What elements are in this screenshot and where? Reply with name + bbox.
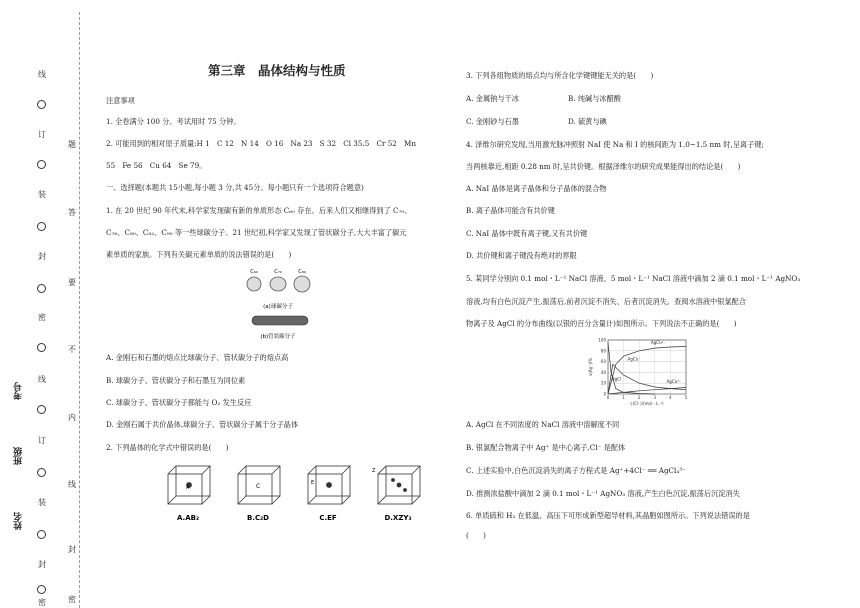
binding-char: 答 [68,208,76,217]
section-heading: 一、选择题(本题共 15小题,每小题 3 分,共 45分。每小题只有一个选项符合题意) [106,183,364,192]
question-5-option-d: D. 推测浓盐酸中滴加 2 滴 0.1 mol・L⁻¹ AgNO₃ 溶液,产生白色沉淀,振荡后沉淀消失 [466,489,740,498]
question-3-option-d: D. 硫黄与碘 [568,117,607,126]
carbon-molecule-figure [246,264,316,346]
question-1-stem: 素单质的家族。下列有关碳元素单质的说法错误的是( ) [106,250,292,259]
question-5-stem: 物离子及 AgCl 的分布曲线(以银的百分含量计)如图所示。下列说法不正确的是( ) [466,319,737,328]
c70-ball [270,277,286,291]
x-tick-label: 3 [653,395,657,400]
question-1-option-b: B. 球碳分子、管状碳分子和石墨互为同位素 [106,376,246,385]
y-tick-label: 0 [603,391,606,397]
x-tick-label: 0 [606,395,610,400]
question-5-stem: 溶液,均有白色沉淀产生,振荡后,前者沉淀不消失、后者沉淀消失。查阅水溶液中银氯配合 [466,297,746,306]
x-tick-label: 1 [622,395,625,400]
cell-c [308,466,350,504]
exam-id-label: 考号 [14,382,24,400]
y-tick-label: 60 [600,359,606,365]
question-1-stem: 1. 在 20 世纪 90 年代末,科学家发现碳有新的单质形态 C₆₀ 存在。后来人们又相继得到了 C₇₀、 [106,206,412,215]
question-5-option-c: C. 上述实验中,白色沉淀消失的离子方程式是 Ag⁺+4Cl⁻ ══ AgCl₄³⁻ [466,466,686,475]
c60-ball [247,277,261,291]
note-line: 1. 全卷满分 100 分。考试用时 75 分钟。 [106,117,241,126]
question-6-stem: 6. 单质硫和 H₂ 在低温、高压下可形成新型超导材料,其晶胞如图所示。下列说法错误的是 [466,511,750,520]
question-4-option-d: D. 共价键和离子键没有绝对的界限 [466,251,577,260]
binding-hole [37,585,46,594]
binding-hole [37,100,46,109]
series-label: AgCl₄³⁻ [666,379,681,385]
fig-label-c60: C₆₀ [250,269,258,275]
binding-char: 不 [68,345,76,354]
cell-b-atom: C [256,483,261,490]
class-label: 班级 [14,447,24,465]
binding-char: 密 [68,595,76,604]
binding-char: 要 [68,278,76,287]
binding-hole [37,160,46,169]
binding-char: 封 [68,545,76,554]
notice-heading: 注意事项 [106,96,135,105]
question-4-option-a: A. NaI 晶体是离子晶体和分子晶体的混合物 [466,184,607,193]
cell-a-atom: A [186,485,190,491]
cell-c-label: C.EF [319,514,337,522]
question-4-stem: 4. 泽维尔研究发现,当用激光脉冲照射 NaI 使 Na 和 I 的核间距为 1.0~1.5 nm 时,呈离子键; [466,140,764,149]
y-tick-label: 80 [600,348,606,354]
binding-char: 装 [38,190,46,199]
question-5-stem: 5. 某同学分别向 0.1 mol・L⁻¹ NaCl 溶液、5 mol・L⁻¹ NaCl 溶液中滴加 2 滴 0.1 mol・L⁻¹ AgNO₃ [466,274,801,283]
question-3-option-b: B. 纯碱与冰醋酸 [568,94,621,103]
question-1-option-a: A. 金刚石和石墨的熔点比球碳分子、管状碳分子的熔点高 [106,353,289,362]
x-axis-label: c(Cl⁻)/(mol・L⁻¹) [630,401,664,406]
question-3-stem: 3. 下列各组物质的熔点均与所含化学键键能无关的是( ) [466,71,654,80]
binding-char: 订 [38,436,46,445]
binding-char: 线 [38,70,46,79]
fig-caption-b: (b)管状碳分子 [260,334,296,340]
binding-hole [37,405,46,414]
series-label: AgCl₂⁻ [627,356,641,362]
binding-hole [37,468,46,477]
note-line: 2. 可能用到的相对原子质量:H 1 C 12 N 14 O 16 Na 23 S 32 Cl 35.5 Cr 52 Mn [106,139,417,148]
binding-char: 装 [38,498,46,507]
cell-b-label: B.C₂D [246,514,270,522]
question-5-option-a: A. AgCl 在不同浓度的 NaCl 溶液中溶解度不同 [466,420,620,429]
question-6-stem: ( ) [466,531,486,540]
page-title: 第三章 晶体结构与性质 [208,63,346,78]
y-tick-label: 100 [598,337,606,343]
cell-a-label: A.AB₂ [176,514,200,522]
question-5-option-b: B. 银氯配合物离子中 Ag⁺ 是中心离子,Cl⁻ 是配体 [466,443,626,452]
binding-hole [37,530,46,539]
cell-d-atom: Z [372,468,376,474]
cut-line [79,12,80,608]
binding-char: 密 [38,598,46,607]
name-label: 姓名 [14,512,24,530]
y-tick-label: 20 [600,380,606,386]
x-tick-label: 2 [637,395,641,400]
question-1-option-d: D. 金刚石属于共价晶体,球碳分子、管状碳分子属于分子晶体 [106,420,299,429]
cell-c-atom: E [311,480,315,486]
plot-frame [608,340,686,394]
question-3-option-a: A. 金属钠与干冰 [466,94,519,103]
binding-char: 线 [38,375,46,384]
question-4-option-c: C. NaI 晶体中既有离子键,又有共价键 [466,229,588,238]
series-line [608,347,686,395]
question-1-stem: C₇₆、C₈₀、C₈₂、C₉₀ 等一些球碳分子。21 世纪初,科学家又发现了管状碳分子,大大丰富了碳元 [106,228,407,237]
x-tick-label: 5 [684,395,688,400]
series-label: AgCl [611,376,622,382]
y-axis-label: x(Ag⁺)/% [588,357,593,377]
binding-char: 封 [38,252,46,261]
cell-d [378,466,420,504]
c80-ball [294,276,310,292]
fig-caption-a: (a)球碳分子 [263,304,293,310]
question-4-option-b: B. 离子晶体可能含有共价键 [466,206,555,215]
fig-label-c70: C₇₀ [274,269,282,275]
y-tick-label: 40 [600,369,606,375]
silver-chloride-distribution-chart [586,334,696,414]
binding-char: 密 [38,313,46,322]
binding-char: 题 [68,140,76,149]
binding-char: 内 [68,413,76,422]
cell-d-label: D.XZY₃ [384,514,412,522]
fig-label-c80: C₈₀ [298,269,306,275]
question-1-option-c: C. 球碳分子、管状碳分子都能与 O₂ 发生反应 [106,398,252,407]
binding-char: 线 [68,480,76,489]
nanotube [252,316,308,325]
binding-margin [0,0,80,608]
series-label: AgCl₃²⁻ [650,339,666,345]
question-3-option-c: C. 金刚砂与石墨 [466,117,519,126]
binding-char: 封 [38,560,46,569]
question-2-stem: 2. 下列晶体的化学式中错误的是( ) [106,443,229,452]
binding-hole [37,222,46,231]
binding-hole [37,284,46,293]
binding-hole [37,343,46,352]
crystal-cells-figure [162,462,442,526]
x-tick-label: 4 [669,395,672,400]
binding-char: 订 [38,130,46,139]
note-line: 55 Fe 56 Cu 64 Se 79。 [106,161,207,170]
question-4-stem: 当两核靠近,相距 0.28 nm 时,呈共价键。根据泽维尔的研究成果能得出的结论是( ) [466,162,741,171]
